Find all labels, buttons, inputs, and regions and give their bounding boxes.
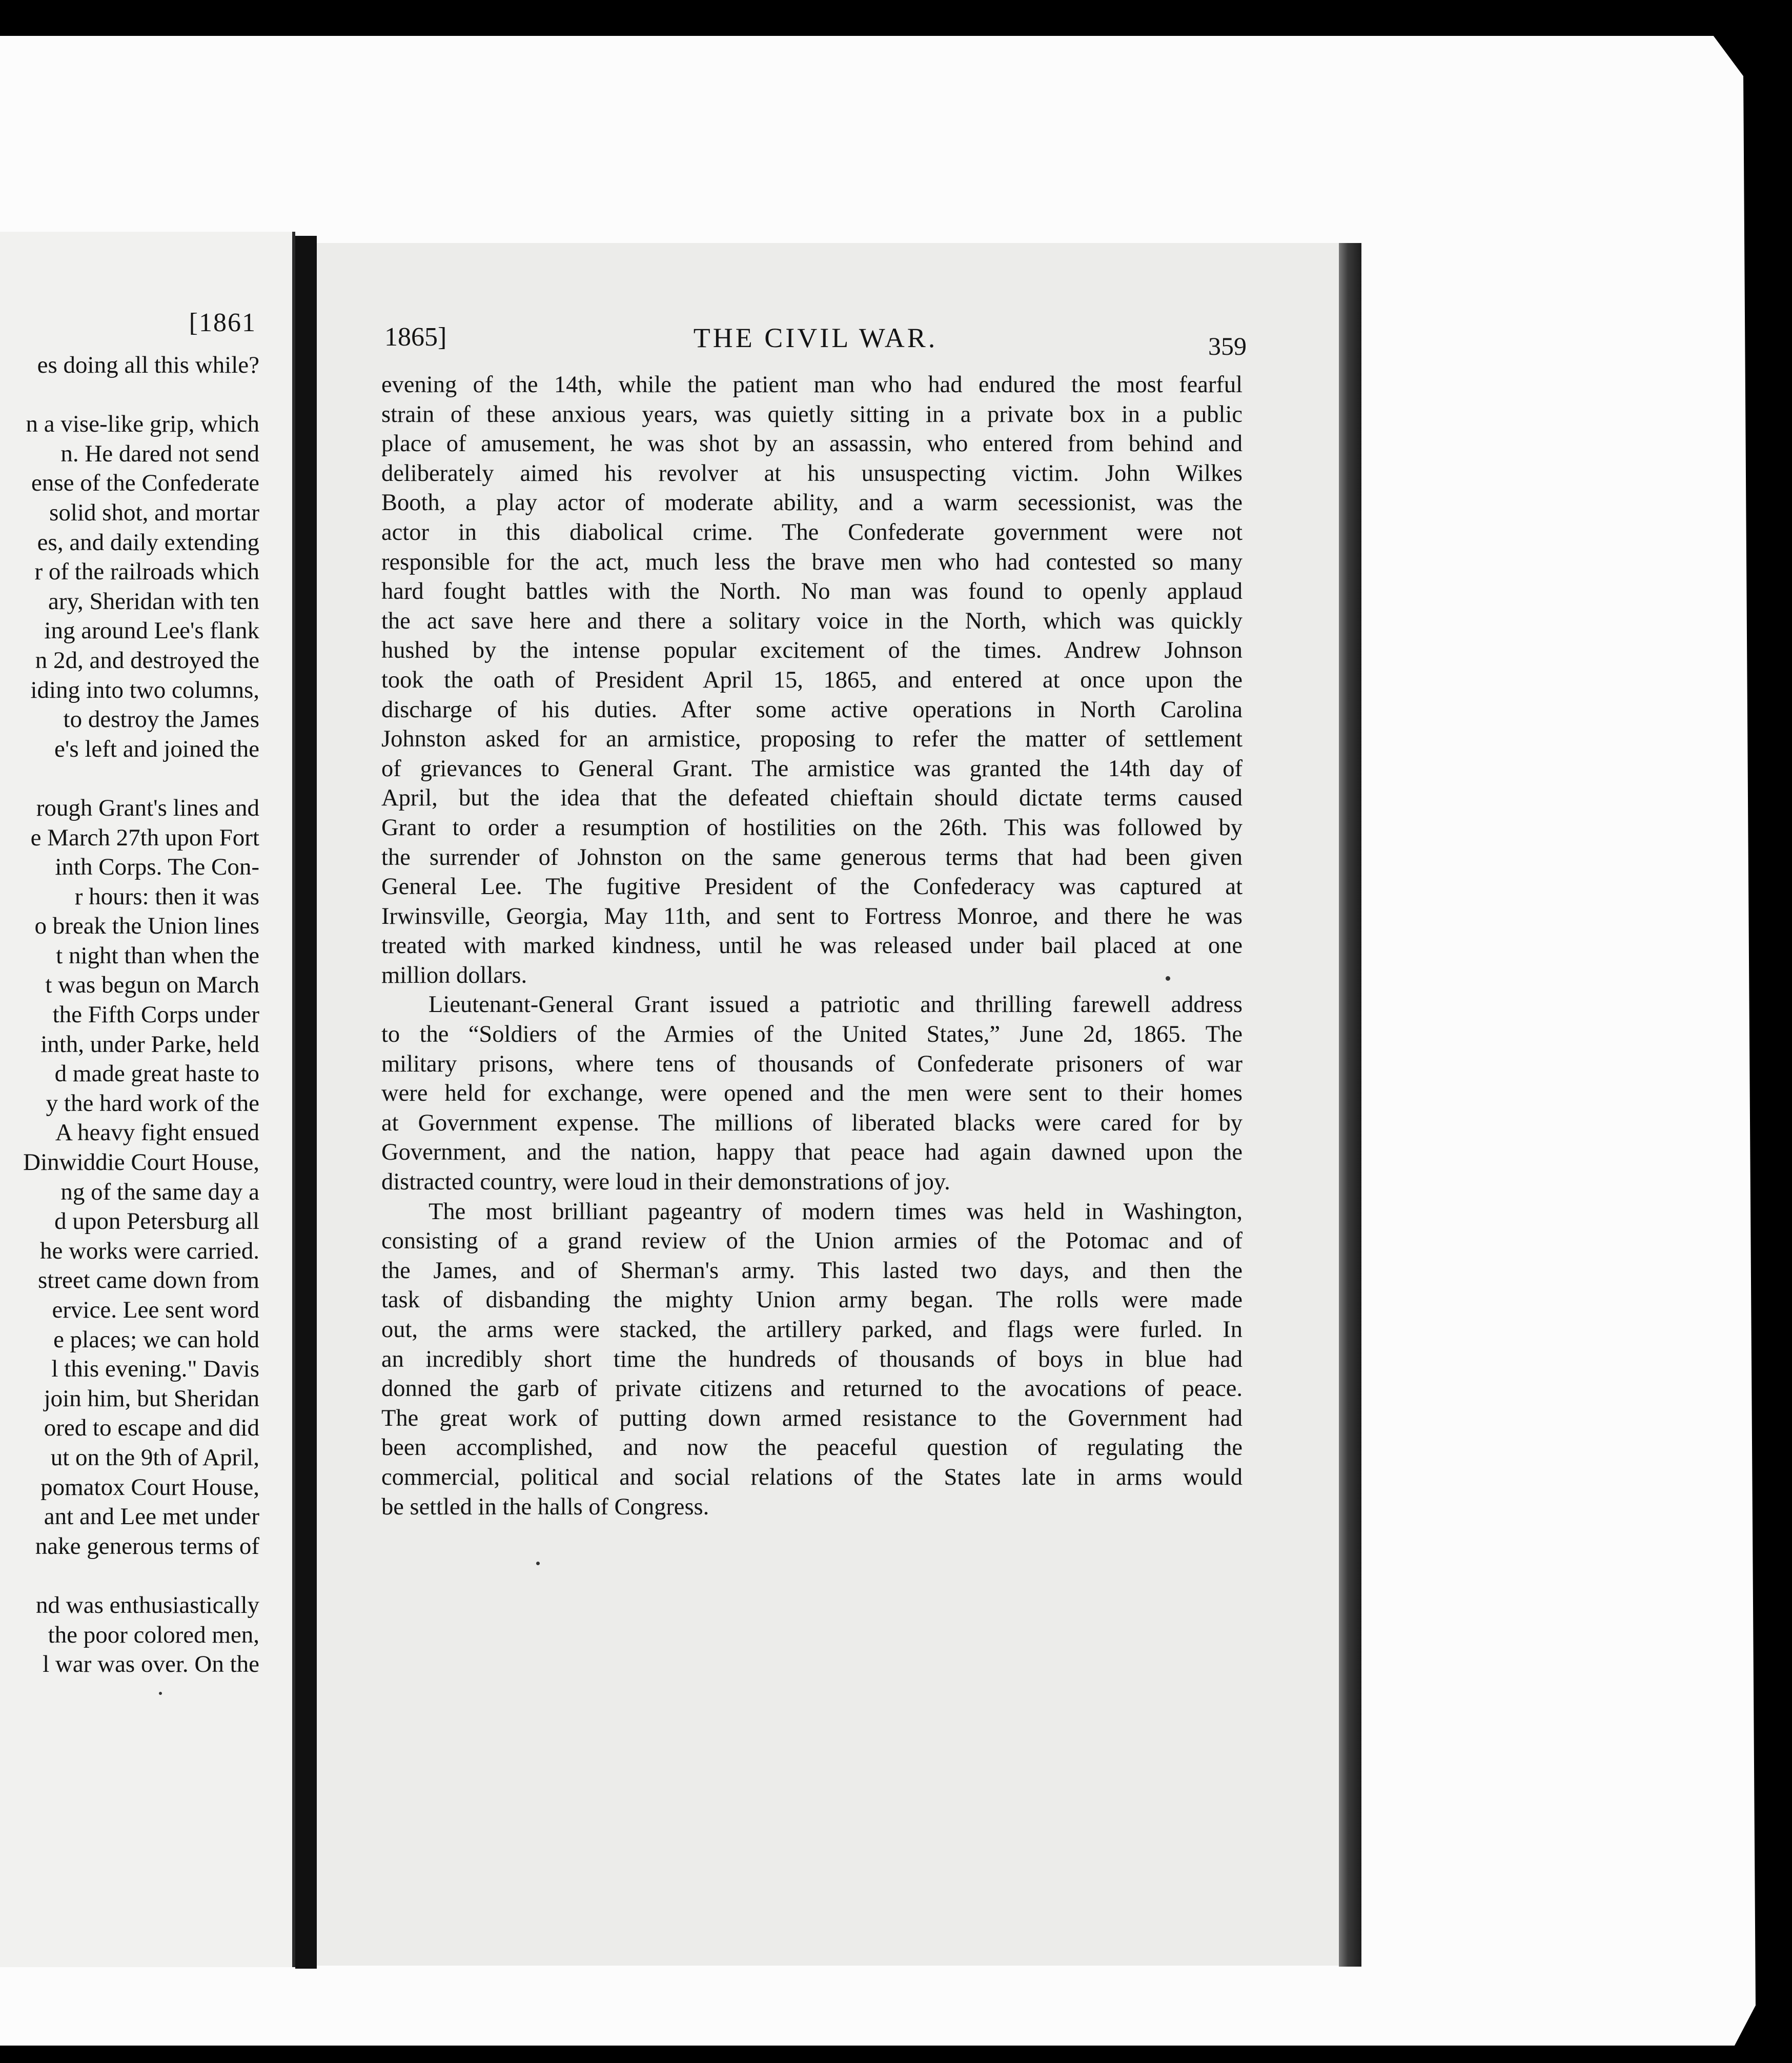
left-text-line: ant and Lee met under (44, 1503, 259, 1530)
text-line: consisting of a grand review of the Union armies of the Potomac and of (381, 1228, 1243, 1255)
text-line: be settled in the halls of Congress. (381, 1493, 709, 1520)
left-text-line: ng of the same day a (60, 1178, 259, 1205)
left-text-line: e March 27th upon Fort (30, 824, 259, 851)
text-line: million dollars. (381, 962, 527, 988)
text-line: discharge of his duties. After some active operations in North Carolina (381, 696, 1243, 723)
left-text-line: pomatox Court House, (40, 1473, 259, 1501)
text-line: the James, and of Sherman's army. This lasted two days, and then the (381, 1257, 1243, 1284)
text-line: out, the arms were stacked, the artillery parked, and flags were furled. In (381, 1317, 1243, 1343)
text-line: of grievances to General Grant. The armistice was granted the 14th day of (381, 755, 1243, 782)
left-text-line: rough Grant's lines and (36, 794, 259, 821)
text-line: place of amusement, he was shot by an assassin, who entered from behind and (381, 431, 1243, 457)
text-line: task of disbanding the mighty Union army began. The rolls were made (381, 1287, 1243, 1313)
text-line: the surrender of Johnston on the same generous terms that had been given (381, 844, 1243, 871)
text-line: commercial, political and social relations of the States late in arms would (381, 1464, 1243, 1490)
print-speck (159, 1692, 162, 1695)
left-page (0, 232, 295, 1967)
text-line: General Lee. The fugitive President of the Confederacy was captured at (381, 874, 1243, 900)
text-line: Lieutenant-General Grant issued a patriotic and thrilling farewell address (429, 992, 1243, 1018)
text-line: been accomplished, and now the peaceful question of regulating the (381, 1434, 1243, 1461)
left-text-line: Dinwiddie Court House, (23, 1149, 259, 1176)
left-text-line: nd was enthusiastically (36, 1591, 259, 1619)
left-text-line: ervice. Lee sent word (52, 1297, 259, 1323)
right-page-edge (1339, 243, 1361, 1967)
page-body (381, 370, 1243, 1522)
left-text-line: nake generous terms of (35, 1532, 259, 1560)
print-speck (1166, 976, 1170, 981)
print-speck (536, 1562, 540, 1565)
left-page-header: [1861 (189, 308, 256, 337)
text-line: hard fought battles with the North. No man was found to openly applaud (381, 578, 1243, 605)
left-text-line: the poor colored men, (48, 1621, 259, 1648)
left-text-line: n 2d, and destroyed the (35, 646, 259, 674)
text-line: The great work of putting down armed resistance to the Government had (381, 1405, 1243, 1431)
text-line: donned the garb of private citizens and returned to the avocations of peace. (381, 1376, 1243, 1402)
text-line: Grant to order a resumption of hostilities on the 26th. This was followed by (381, 814, 1243, 841)
text-line: the act save here and there a solitary voice in the North, which was quickly (381, 608, 1243, 634)
left-text-line (0, 1561, 259, 1591)
left-text-line: ing around Lee's flank (44, 617, 259, 644)
left-text-line: l this evening." Davis (51, 1356, 259, 1383)
left-text-line: es, and daily extending (37, 529, 259, 556)
paragraph (381, 990, 1243, 1197)
left-text-line (0, 764, 259, 794)
header-year: 1865] (384, 322, 447, 352)
left-text-line: e's left and joined the (54, 735, 259, 762)
left-text-line: o break the Union lines (34, 913, 259, 940)
text-line: Johnston asked for an armistice, proposing to refer the matter of settlement (381, 726, 1243, 753)
text-line: strain of these anxious years, was quietly sitting in a private box in a public (381, 401, 1243, 428)
text-line: were held for exchange, were opened and the men were sent to their homes (381, 1080, 1243, 1107)
left-text-line: inth Corps. The Con- (55, 854, 259, 881)
left-page-text (0, 351, 259, 1680)
left-text-line: join him, but Sheridan (44, 1385, 259, 1412)
left-text-line: the Fifth Corps under (52, 1001, 259, 1028)
paragraph (381, 1197, 1243, 1522)
text-line: responsible for the act, much less the brave men who had contested so many (381, 549, 1243, 575)
left-text-line: r hours: then it was (74, 883, 259, 910)
text-line: evening of the 14th, while the patient man who had endured the most fearful (381, 372, 1243, 398)
page-number: 359 (1208, 332, 1247, 360)
left-text-line: n a vise-like grip, which (26, 411, 259, 438)
left-text-line: n. He dared not send (60, 440, 259, 467)
left-text-line: e places; we can hold (53, 1326, 259, 1353)
text-line: at Government expense. The millions of liberated blacks were cared for by (381, 1109, 1243, 1136)
left-text-line: y the hard work of the (46, 1089, 259, 1117)
text-line: actor in this diabolical crime. The Confederate government were not (381, 519, 1243, 545)
text-line: The most brilliant pageantry of modern times was held in Washington, (429, 1198, 1243, 1225)
left-text-line: solid shot, and mortar (49, 499, 259, 526)
left-text-line: inth, under Parke, held (40, 1030, 259, 1058)
left-text-line: t was begun on March (45, 972, 259, 999)
running-title: THE CIVIL WAR. (693, 322, 938, 353)
text-line: hushed by the intense popular excitement of the times. Andrew Johnson (381, 637, 1243, 664)
left-text-line: l war was over. On the (43, 1651, 259, 1678)
text-line: Irwinsville, Georgia, May 11th, and sent to Fortress Monroe, and there he was (381, 903, 1243, 929)
left-text-line: to destroy the James (63, 706, 259, 733)
left-text-line (0, 380, 259, 410)
left-text-line: ense of the Confederate (31, 470, 259, 497)
text-line: to the “Soldiers of the Armies of the United States,” June 2d, 1865. The (381, 1021, 1243, 1048)
left-text-line: r of the railroads which (34, 558, 259, 585)
text-line: distracted country, were loud in their demonstrations of joy. (381, 1169, 950, 1196)
left-text-line: ored to escape and did (44, 1414, 259, 1442)
left-text-line: street came down from (38, 1267, 259, 1294)
running-header (384, 322, 1247, 358)
text-line: took the oath of President April 15, 1865, and entered at once upon the (381, 666, 1243, 693)
text-line: military prisons, where tens of thousands of Confederate prisoners of war (381, 1050, 1243, 1077)
text-line: Booth, a play actor of moderate ability, and a warm secessionist, was the (381, 490, 1243, 516)
text-line: deliberately aimed his revolver at his unsuspecting victim. John Wilkes (381, 460, 1243, 487)
text-line: an incredibly short time the hundreds of thousands of boys in blue had (381, 1346, 1243, 1372)
left-text-line: t night than when the (56, 942, 259, 969)
text-line: April, but the idea that the defeated chieftain should dictate terms caused (381, 785, 1243, 812)
book-spine (295, 236, 317, 1969)
left-text-line: d made great haste to (54, 1060, 259, 1087)
left-text-line: ut on the 9th of April, (50, 1444, 259, 1471)
left-text-line: es doing all this while? (37, 352, 259, 378)
left-text-line: iding into two columns, (30, 676, 259, 703)
left-text-line: ary, Sheridan with ten (48, 588, 259, 615)
left-text-line: he works were carried. (39, 1237, 259, 1264)
left-text-line: d upon Petersburg all (54, 1208, 259, 1235)
text-line: treated with marked kindness, until he was released under bail placed at one (381, 933, 1243, 959)
text-line: Government, and the nation, happy that peace had again dawned upon the (381, 1139, 1243, 1166)
paragraph (381, 370, 1243, 990)
left-text-line: A heavy fight ensued (55, 1119, 259, 1146)
